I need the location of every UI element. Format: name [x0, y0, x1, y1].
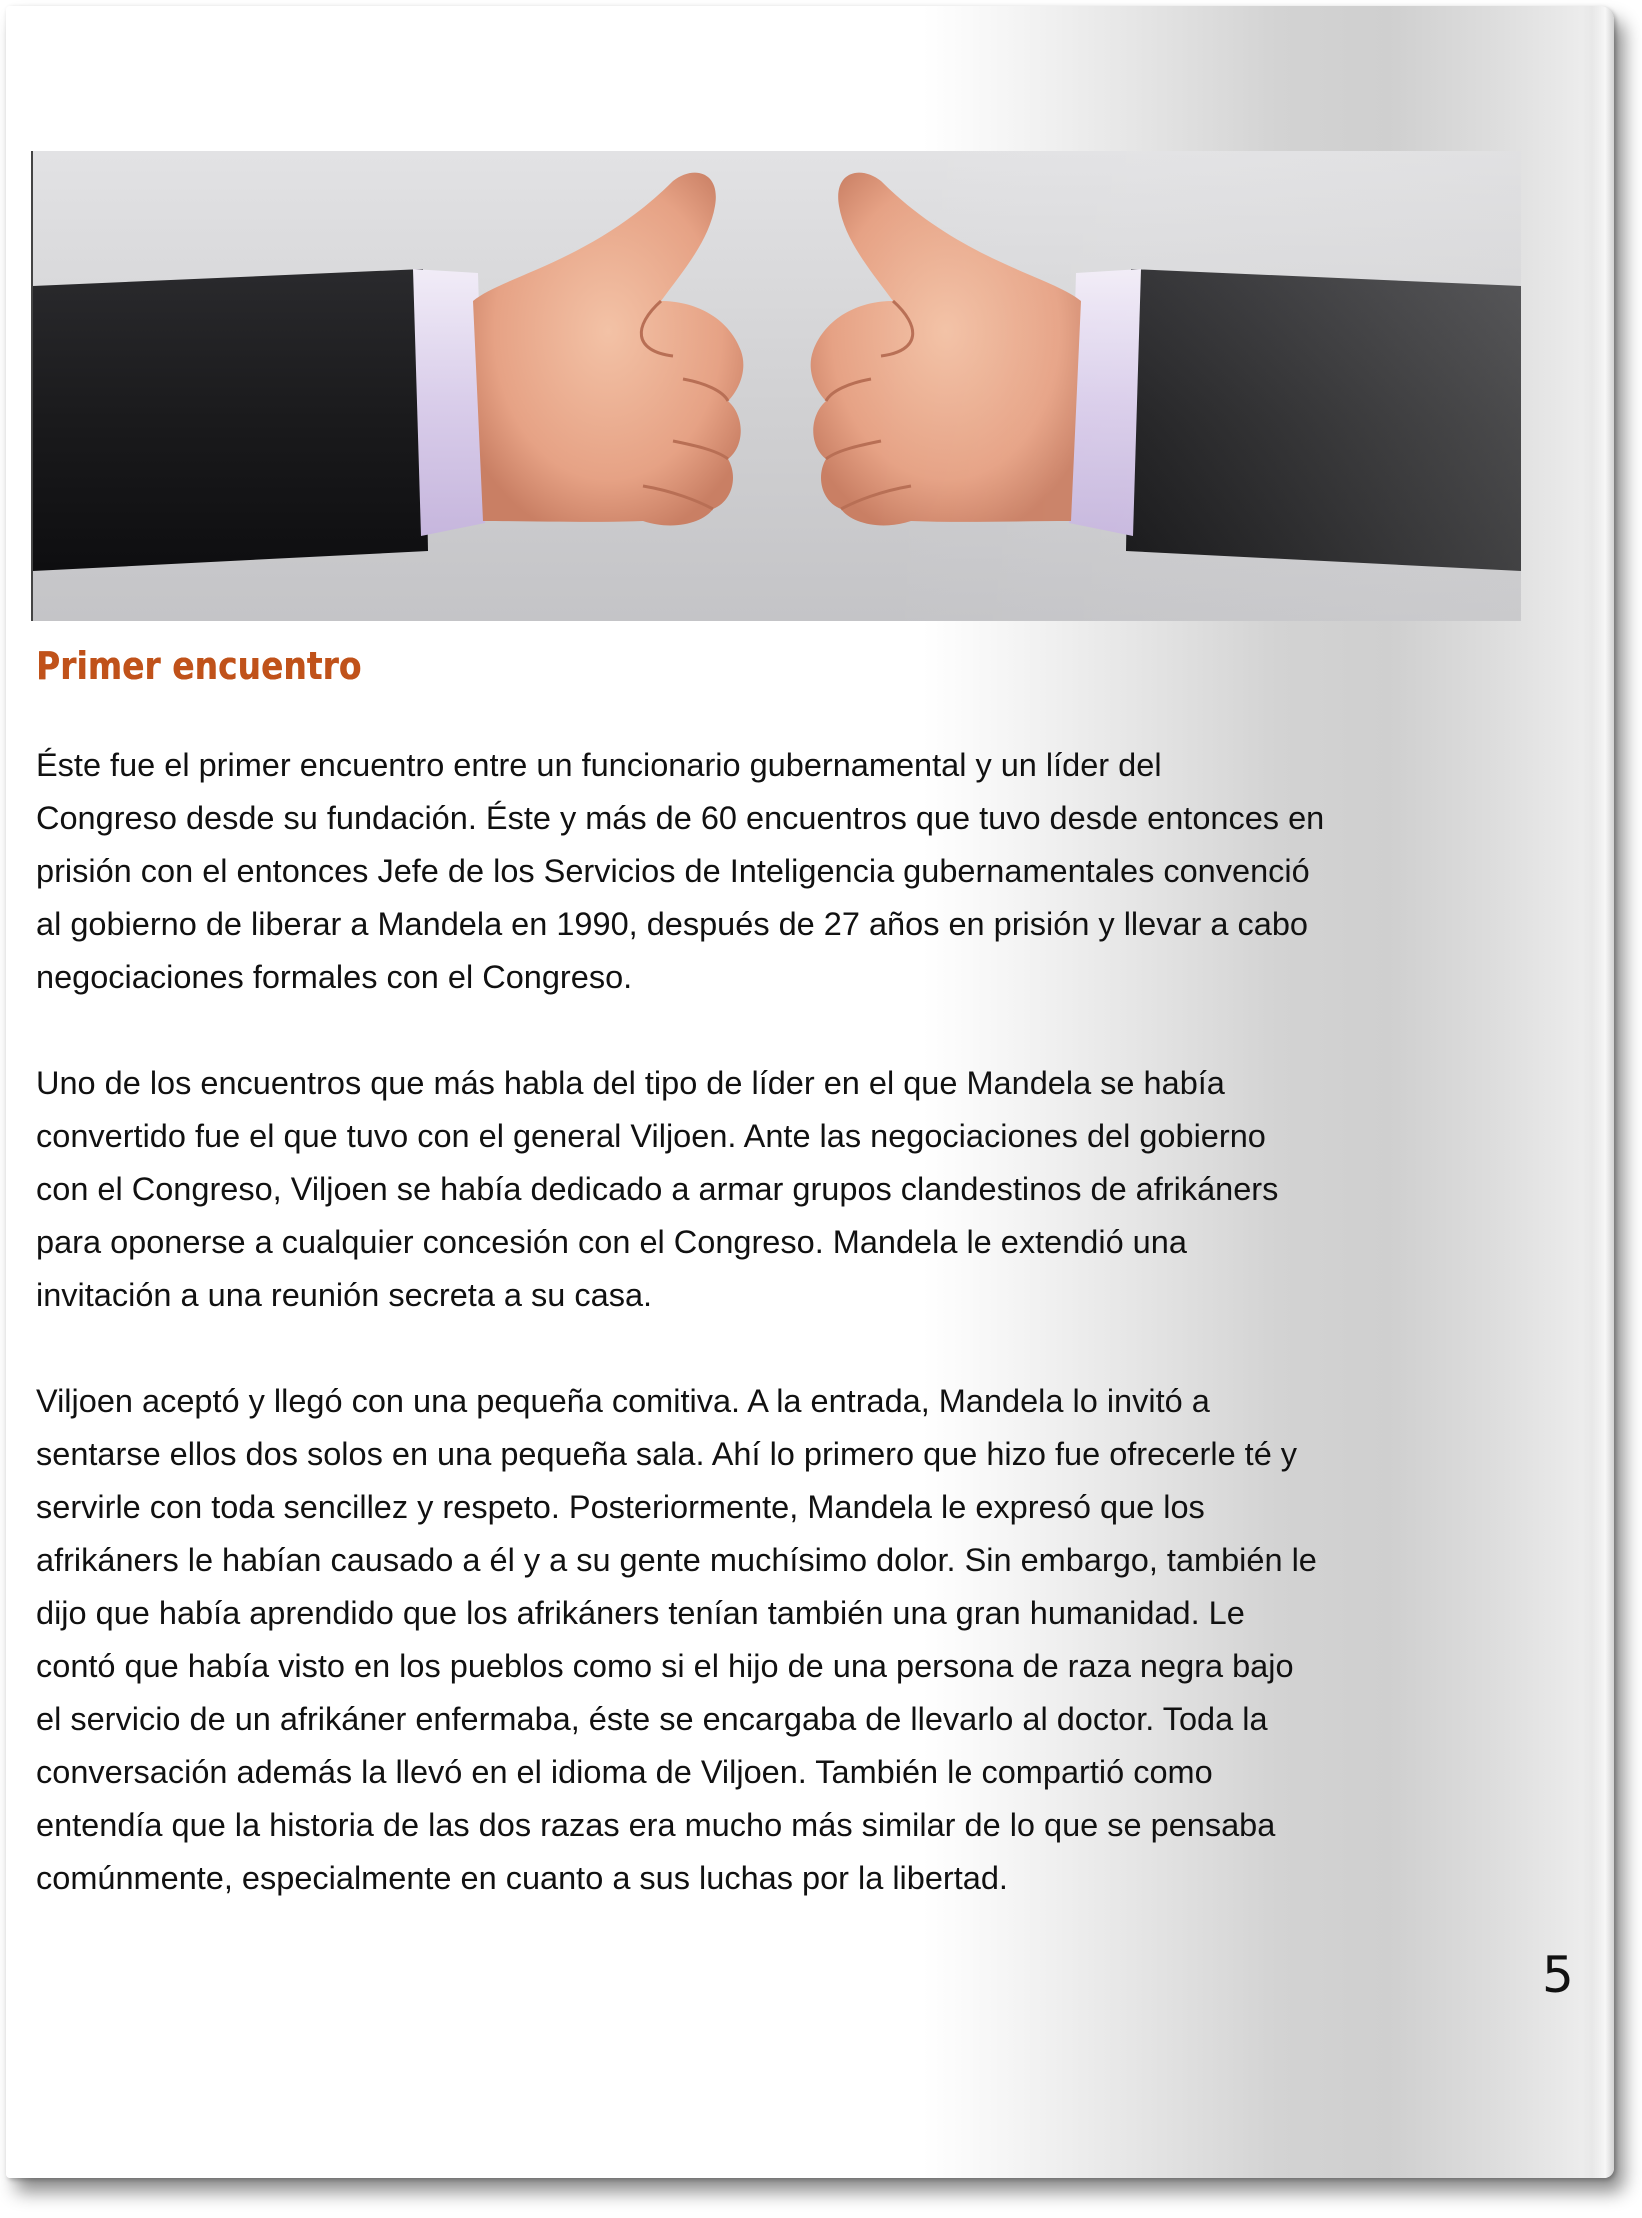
text-line: Viljoen aceptó y llegó con una pequeña comitiva. A la entrada, Mandela lo invitó a: [36, 1383, 1210, 1419]
article-body: [36, 739, 1566, 1958]
paragraph-2: [36, 1057, 1566, 1322]
text-line: entendía que la historia de las dos razas era mucho más similar de lo que se pensaba: [36, 1807, 1276, 1843]
paragraph-1: [36, 739, 1566, 1004]
text-line: Éste fue el primer encuentro entre un funcionario gubernamental y un líder del: [36, 747, 1162, 783]
text-line: invitación a una reunión secreta a su casa.: [36, 1277, 653, 1313]
text-line: conversación además la llevó en el idioma de Viljoen. También le compartió como: [36, 1754, 1213, 1790]
text-line: contó que había visto en los pueblos como si el hijo de una persona de raza negra bajo: [36, 1648, 1294, 1684]
text-line: al gobierno de liberar a Mandela en 1990, después de 27 años en prisión y llevar a cabo: [36, 906, 1308, 942]
text-line: Congreso desde su fundación. Éste y más de 60 encuentros que tuvo desde entonces en: [36, 800, 1325, 836]
paragraph-3: [36, 1375, 1566, 1905]
text-line: afrikáners le habían causado a él y a su gente muchísimo dolor. Sin embargo, también le: [36, 1542, 1317, 1578]
text-line: con el Congreso, Viljoen se había dedicado a armar grupos clandestinos de afrikáners: [36, 1171, 1279, 1207]
section-title: Primer encuentro: [36, 644, 362, 688]
hero-photo: [31, 151, 1521, 621]
two-thumbs-up-hands-photo: [33, 151, 1521, 621]
text-line: sentarse ellos dos solos en una pequeña sala. Ahí lo primero que hizo fue ofrecerle té y: [36, 1436, 1298, 1472]
text-line: servirle con toda sencillez y respeto. Posteriormente, Mandela le expresó que los: [36, 1489, 1205, 1525]
text-line: negociaciones formales con el Congreso.: [36, 959, 633, 995]
text-line: convertido fue el que tuvo con el general Viljoen. Ante las negociaciones del gobierno: [36, 1118, 1266, 1154]
text-line: prisión con el entonces Jefe de los Servicios de Inteligencia gubernamentales convenció: [36, 853, 1310, 889]
text-line: el servicio de un afrikáner enfermaba, éste se encargaba de llevarlo al doctor. Toda la: [36, 1701, 1268, 1737]
page-number: 5: [1542, 1946, 1574, 2004]
page-curl-edge: [1592, 6, 1614, 2178]
text-line: comúnmente, especialmente en cuanto a sus luchas por la libertad.: [36, 1860, 1008, 1896]
text-line: Uno de los encuentros que más habla del tipo de líder en el que Mandela se había: [36, 1065, 1225, 1101]
magazine-page: [6, 6, 1614, 2178]
text-line: dijo que había aprendido que los afrikáners tenían también una gran humanidad. Le: [36, 1595, 1245, 1631]
text-line: para oponerse a cualquier concesión con el Congreso. Mandela le extendió una: [36, 1224, 1187, 1260]
